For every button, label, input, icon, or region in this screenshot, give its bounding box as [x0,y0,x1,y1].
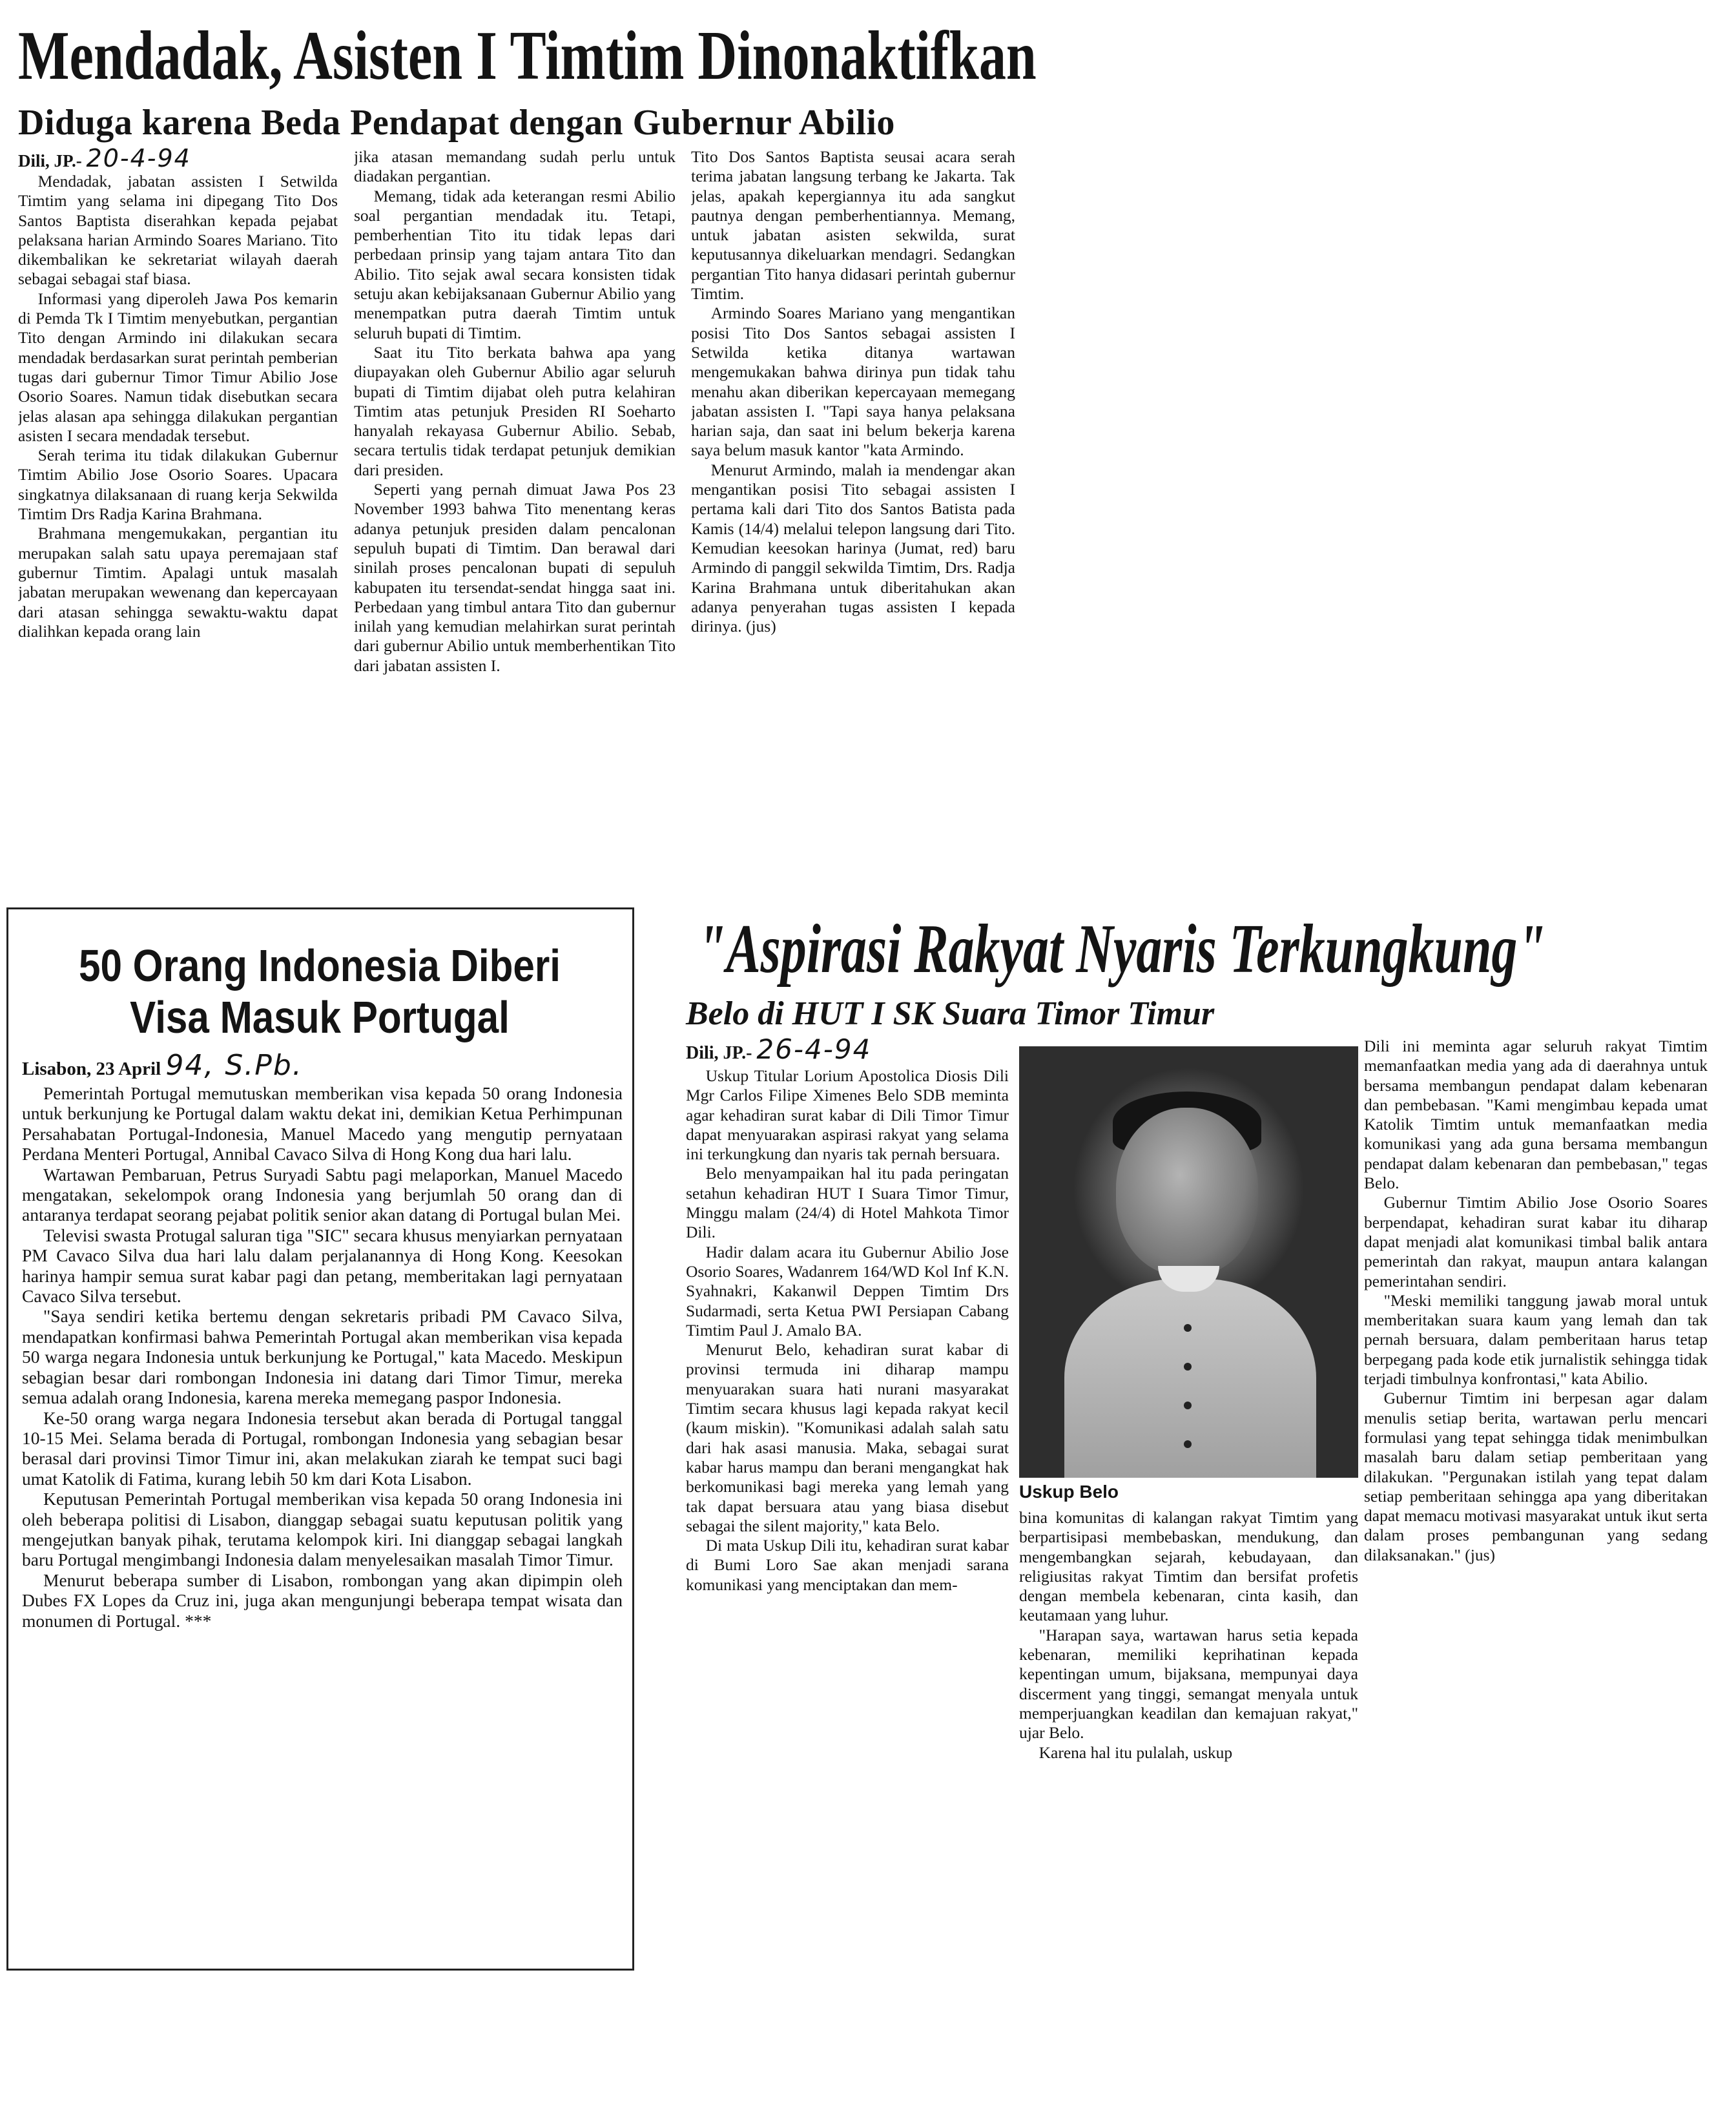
article3-column-3 [1364,1037,1708,1980]
article1-subheadline: Diduga karena Beda Pendapat dengan Gubernur Abilio [18,103,895,143]
article2-body [22,1053,623,1957]
article3-col1-para: Belo menyampaikan hal itu pada peringatan setahun kehadiran HUT I Suara Timor Timur, Minggu malam (24/4) di Hotel Mahkota Timor Dili. [686,1164,1009,1242]
article1-headline: Mendadak, Asisten I Timtim Dinonaktifkan [18,17,1037,94]
article1-col3-para: Menurut Armindo, malah ia mendengar akan mengantikan posisi Tito sebagai assisten I pertama kali dari Tito dos Santos Batista pada Kamis (14/4) melalui telepon langsung dari Tito. Kemudian keesokan harinya (Jumat, red) baru Armindo di panggil sekwilda Timtim, Drs. Radja Karina Brahmana untuk diberitahukan akan adanya penyerahan tugas assisten I kepada dirinya. (jus) [691,460,1015,636]
article3-column-1 [686,1037,1009,1980]
article3-col2-para: Karena hal itu pulalah, uskup [1038,1743,1233,1762]
article1-col2-para: Saat itu Tito berkata bahwa apa yang diupayakan oleh Gubernur Abilio agar seluruh bupati di Timtim dijabat oleh putra kelahiran Timtim atas petunjuk Presiden RI Soeharto hanyalah rekayasa Gubernur Abilio. Sebab, secara tertulis tidak terdapat petunjuk demikian dari presiden. [354,342,676,479]
article1-col1-para: Informasi yang diperoleh Jawa Pos kemarin di Pemda Tk I Timtim menyebutkan, pergantian Tito dengan Armindo ini dilakukan secara mendadak berdasarkan surat perintah pemberian tugas dari gubernur Timor Timur Abilio Jose Osorio Soares. Namun tidak disebutkan secara jelas alasan apa sehingga dilakukan pergantian asisten I secara mendadak tersebut. [18,289,338,445]
bishop-belo-photo [1019,1046,1358,1478]
article2-para: "Saya sendiri ketika bertemu dengan sekretaris pribadi PM Cavaco Silva, mendapatkan konfirmasi bahwa Pemerintah Portugal akan memberikan visa kepada 50 warga negara Indonesia untuk berkunjung ke Portugal," kata Macedo. Meskipun sebagian besar dari rombongan Indonesia ini datang dari Timor Timur, mereka semua adalah orang Indonesia, karena mereka memegang paspor Indonesia. [22,1306,623,1408]
article3-col3-para: Gubernur Timtim ini berpesan agar dalam menulis setiap berita, wartawan perlu mencari formulasi yang tepat sehingga tidak menimbulkan masalah baru dalam setiap pemberitaan yang dilakukan. "Pergunakan istilah yang tepat dalam setiap pemberitaan sehingga apa yang diberitakan dapat memacu motivasi masyarakat untuk ikut serta dalam proses pembangunan yang sedang dilaksanakan." (jus) [1364,1389,1708,1564]
article1-col3-para: Tito Dos Santos Baptista seusai acara serah terima jabatan langsung terbang ke Jakarta. Tak jelas, apakah kepergiannya itu ada sangkut pautnya dengan pemberhentiannya. Memang, untuk jabatan asisten sekwilda, surat keputusannya dikeluarkan mendagri. Sedangkan pergantian Tito hanya didasari perintah gubernur Timtim. [691,147,1015,304]
article3-handwritten-date: 26-4-94 [756,1037,872,1065]
article3-col1-para: Uskup Titular Lorium Apostolica Diosis Dili Mgr Carlos Filipe Ximenes Belo SDB meminta agar kehadiran surat kabar di Dili Timor Timur dapat menyuarakan aspirasi rakyat yang selama ini terkungkung dan nyaris tak pernah bersuara. [686,1066,1009,1164]
article3-column-2 [1019,1508,1358,1980]
article3-col3-para: "Meski memiliki tanggung jawab moral untuk memberitakan suara kaum yang lemah dan tak pernah bersuara, dalam pemberitaan harus tetap berpegang pada kode etik jurnalistik sehingga tidak terjadi timbulnya konfrontasi," kata Abilio. [1364,1290,1708,1389]
article1-col2-para: jika atasan memandang sudah perlu untuk diadakan pergantian. [354,147,676,186]
article3-col2-para: bina komunitas di kalangan rakyat Timtim yang berpartisipasi membebaskan, mendukung, dan mengembangkan sejarah, kebudayaan, dan religiusitas rakyat Timtim dan bersifat profetis dengan membela kebenaran, cinta kasih, dan keutamaan yang luhur. [1019,1508,1358,1625]
article3-col2-para: "Harapan saya, wartawan harus setia kepada kebenaran, memiliki keprihatinan kepada kepentingan umum, bijaksana, mempunyai daya discerment yang tinggi, semangat menyala untuk memperjuangkan keadilan dan kemajuan rakyat," ujar Belo. [1019,1625,1358,1743]
article3-col1-para: Menurut Belo, kehadiran surat kabar di provinsi termuda ini diharap mampu menyuarakan suara hati nurani masyarakat Timtim secara khusus lagi kepada rakyat kecil (kaum miskin). "Komunikasi adalah salah satu dari hak asasi manusia. Maka, sebagai surat kabar harus mampu dan berani mengangkat hak berkomunikasi bagi mereka yang lemah yang tak dapat bersuara atau yang biasa disebut sebagai the silent majority," kata Belo. [686,1340,1009,1535]
article3-col1-para: Hadir dalam acara itu Gubernur Abilio Jose Osorio Soares, Wadanrem 164/WD Kol Inf K.N. Syahnakri, Kakanwil Deppen Timtim Drs Sudarmadi, serta Ketua PWI Persiapan Cabang Timtim Paul J. Amalo BA. [686,1242,1009,1340]
article1-col1-para: Serah terima itu tidak dilakukan Gubernur Timtim Abilio Jose Osorio Soares. Upacara singkatnya dilaksanaan di ruang kerja Sekwilda Timtim Drs Radja Karina Brahmana. [18,446,338,524]
article1-col1-para: Mendadak, jabatan assisten I Setwilda Timtim yang selama ini dipegang Tito Dos Santos Baptista diserahkan kepada pejabat pelaksana harian Armindo Soares Mariano. Tito dikembalikan ke sekretariat wilayah daerah sebagai sebagai staf biasa. [18,172,338,289]
article2-dateline: Lisabon, 23 April [22,1059,161,1079]
article1-col2-para: Seperti yang pernah dimuat Jawa Pos 23 November 1993 bahwa Tito menentang keras adanya petunjuk presiden dalam pencalonan sepuluh bupati di Timtim. Dan berawal dari sinilah proses pencalonan bupati di sepuluh kabupaten itu tersendat-sendat hingga saat ini. Perbedaan yang timbul antara Tito dan gubernur inilah yang kemudian melahirkan surat perintah dari gubernur Abilio untuk memberhentikan Tito dari jabatan assisten I. [354,480,676,675]
article2-para: Keputusan Pemerintah Portugal memberikan visa kepada 50 orang Indonesia ini oleh beberapa politisi di Lisabon, dianggap sebagai suatu keputusan politik yang mengejutkan banyak pihak, terutama kelompok kiri. Ini dianggap sebagai langkah baru Portugal mengimbangi Indonesia dalam menyelesaikan masalah Timor Timur. [22,1489,623,1570]
article1-col3-para: Armindo Soares Mariano yang mengantikan posisi Tito Dos Santos sebagai assisten I Setwilda ketika ditanya wartawan mengemukakan bahwa dirinya pun tidak tahu menahu akan diberikan kepercayaan memegang jabatan assisten I. "Tapi saya hanya pelaksana harian saja, dan saat ini belum bekerja karena saya belum masuk kantor "kata Armindo. [691,304,1015,460]
article2-para: Ke-50 orang warga negara Indonesia tersebut akan berada di Portugal tanggal 10-15 Mei. Selama berada di Portugal, rombongan Indonesia yang sebagian besar berasal dari provinsi Timor Timur ini, akan melakukan ziarah ke tempat suci bagi umat Katolik di Fatima, kurang lebih 50 km dari Kota Lisabon. [22,1407,623,1489]
article1-dateline: Dili, JP.- [18,151,82,171]
article3-headline: "Aspirasi Rakyat Nyaris Terkungkung" [698,911,1546,988]
photo-caption: Uskup Belo [1019,1482,1119,1502]
article2-para: Wartawan Pembaruan, Petrus Suryadi Sabtu pagi melaporkan, Manuel Macedo mengatakan, sekelompok orang Indonesia yang berjumlah 50 orang dan di antaranya terdapat seorang pejabat politik senior akan datang di Portugal bulan Mei. [22,1164,623,1225]
article3-col3-para: Dili ini meminta agar seluruh rakyat Timtim memanfaatkan media yang ada di daerahnya untuk bersama membangun pendapat dalam kebenaran dan pembebasan. "Kami mengimbau kepada umat Katolik Timtim untuk memanfaatkan media komunikasi yang ada guna bersama membangun pendapat dalam kebenaran dan pembebasan," tegas Belo. [1364,1037,1708,1193]
article2-para: Pemerintah Portugal memutuskan memberikan visa kepada 50 orang Indonesia untuk berkunjung ke Portugal dalam waktu dekat ini, demikian Ketua Perhimpunan Persahabatan Portugal-Indonesia, Manuel Macedo yang mengutip pernyataan Perdana Menteri Portugal, Annibal Cavaco Silva di Hong Kong dua hari lalu. [22,1083,623,1165]
article1-column-2 [354,147,676,890]
article1-column-3 [691,147,1015,896]
article2-para: Menurut beberapa sumber di Lisabon, rombongan yang akan dipimpin oleh Dubes FX Lopes da Cruz ini, juga akan mengunjungi beberapa tempat wisata dan monumen di Portugal. *** [22,1569,623,1631]
article1-col2-para: Memang, tidak ada keterangan resmi Abilio soal pergantian mendadak itu. Tetapi, pemberhentian Tito itu tidak lepas dari perbedaan prinsip yang tajam antara Tito dan Abilio. Tito sejak awal secara konsisten tidak setuju akan kebijaksanaan Gubernur Abilio yang menempatkan putra daerah Timtim untuk seluruh bupati di Timtim. [354,186,676,342]
article1-handwritten-date: 20-4-94 [86,147,191,172]
article3-subheadline: Belo di HUT I SK Suara Timor Timur [686,995,1215,1032]
article2-handwritten-note: 94, S.Pb. [165,1053,303,1082]
article2-para: Televisi swasta Protugal saluran tiga "SIC" secara khusus menyiarkan pernyataan PM Cavaco Silva dua hari lalu dalam perjalanannya di Hong Kong. Keesokan harinya hampir semua surat kabar pagi dan petang, memberitakan lagi pernyataan Cavaco Silva tersebut. [22,1225,623,1307]
article1-column-1 [18,147,338,890]
article1-col1-para: Brahmana mengemukakan, pergantian itu merupakan salah satu upaya peremajaan staf gubernur Timtim. Apalagi untuk masalah jabatan merupakan wewenang dan kepercayaan dari atasan sehingga sewaktu-waktu dapat dialihkan kepada orang lain [18,524,338,641]
article3-col1-para: Di mata Uskup Dili itu, kehadiran surat kabar di Bumi Loro Sae akan menjadi sarana komunikasi yang menciptakan dan mem- [686,1536,1009,1594]
article3-dateline: Dili, JP.- [686,1043,752,1063]
article2-headline: 50 Orang Indonesia Diberi Visa Masuk Portugal [78,940,561,1042]
article3-col3-para: Gubernur Timtim Abilio Jose Osorio Soares berpendapat, kehadiran surat kabar itu diharap dapat menjadi alat komunikasi timbal balik antara pemerintah dan rakyat, maupun antara kalangan pemerintahan sendiri. [1364,1193,1708,1290]
